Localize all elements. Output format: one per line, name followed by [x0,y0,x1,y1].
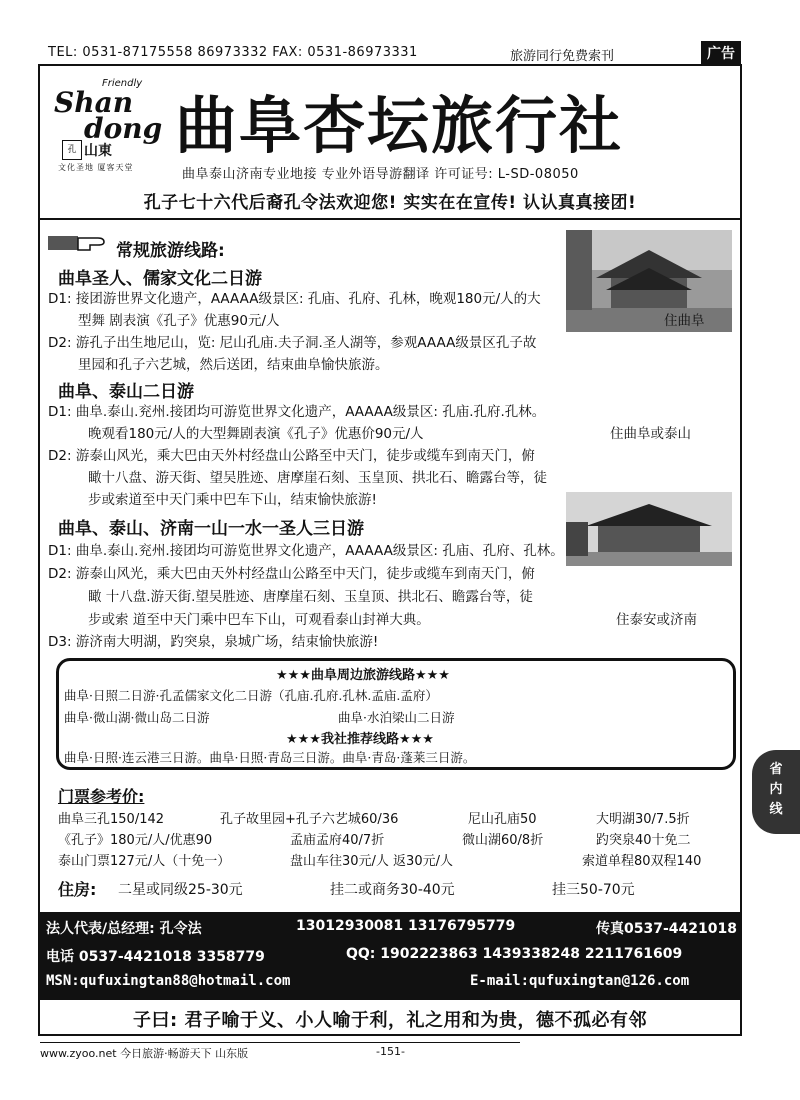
lodging-label: 住房: [58,880,97,899]
fax-number: 传真0537-4421018 [596,921,737,937]
hall-photo [566,492,732,566]
ticket-cell: 微山湖60/8折 [462,833,544,848]
tour-2-line-5: 瞰十八盘、游天街、望吴胜迹、唐摩崖石刻、玉皇顶、拱北石、瞻露台等，徒 [88,470,547,486]
tour-1-stay: 住曲阜 [664,313,705,329]
tour-1-line-4: D2: 游孔子出生地尼山，览: 尼山孔庙.夫子洞.圣人湖等，参观AAAA级景区孔子故 [48,335,537,351]
page-number: -151- [376,1045,405,1058]
contact-numbers: TEL: 0531-87175558 86973332 FAX: 0531-86973331 [48,45,418,60]
logo-seal-icon: 孔 [62,140,82,160]
confucius-quote: 子曰: 君子喻于义、小人喻于利，礼之用和为贵，德不孤必有邻 [133,1010,647,1031]
ticket-cell: 索道单程80双程140 [582,854,702,869]
top-contact-bar [40,44,740,66]
tour-2-line-6: 步或索道至中天门乘中巴车下山，结束愉快旅游! [88,492,377,508]
logo-shan: Shan [54,86,134,119]
footer-site: www.zyoo.net 今日旅游·畅游天下 山东版 [40,1047,249,1060]
tour-3-line-3: 瞰 十八盘.游天街.望吴胜迹、唐摩崖石刻、玉皇顶、拱北石、瞻露台等，徒 [88,589,533,605]
tickets-heading: 门票参考价: [58,787,145,806]
lodging-item: 挂二或商务30-40元 [330,882,455,898]
ticket-cell: 尼山孔庙50 [468,812,537,827]
tour-1-line-2: 型舞 剧表演《孔子》优惠90元/人 [78,313,280,329]
tour-2-line-2: 晚观看180元/人的大型舞剧表演《孔子》优惠价90元/人 [88,426,424,442]
recommended-line: 曲阜·日照·连云港三日游。曲阜·日照·青岛三日游。曲阜·青岛·蓬莱三日游。 [64,750,476,765]
tour-3-line-1: D1: 曲阜.泰山.兖州.接团均可游览世界文化遗产，AAAAA级景区: 孔庙、孔府、孔林。 [48,543,564,559]
tour-3-stay: 住泰安或济南 [616,612,697,628]
ticket-cell: 泰山门票127元/人（十免一） [58,854,231,869]
tour-3-line-6: D3: 游济南大明湖，趵突泉，泉城广场，结束愉快旅游! [48,634,379,650]
shandong-logo [54,78,164,172]
agency-subtitle: 曲阜泰山济南专业地接 专业外语导游翻译 许可证号: L-SD-08050 [182,167,579,182]
mobile-numbers: 13012930081 13176795779 [296,918,516,934]
pointing-hand-icon [48,232,108,254]
ticket-cell: 曲阜三孔150/142 [58,812,165,827]
tab-char-3: 线 [769,802,783,817]
ticket-cell: 《孔子》180元/人/优惠90 [58,833,213,848]
tour-3-title: 曲阜、泰山、济南一山一水一圣人三日游 [58,519,364,539]
logo-shandong: 山東 [84,143,112,159]
tour-2-title: 曲阜、泰山二日游 [58,382,194,402]
recommended-heading: ★★★我社推荐线路★★★ [286,732,434,747]
representative: 法人代表/总经理: 孔令法 [46,921,202,937]
ticket-cell: 趵突泉40十免二 [596,833,691,848]
tour-2-line-4: D2: 游泰山风光，乘大巴由天外村经盘山公路至中天门，徒步或缆车到南天门，俯 [48,448,535,464]
ticket-cell: 盘山车往30元/人 返30元/人 [290,854,453,869]
tour-1-line-1: D1: 接团游世界文化遗产，AAAAA级景区: 孔庙、孔府、孔林，晚观180元/人的大 [48,291,541,307]
logo-dong: dong [84,112,163,145]
province-tab [752,750,800,834]
logo-friendly: Friendly [102,78,143,89]
ad-badge: 广告 [701,41,741,65]
phone-numbers: 电话 0537-4421018 3358779 [46,949,265,965]
ticket-cell: 大明湖30/7.5折 [596,812,690,827]
tour-2-line-1: D1: 曲阜.泰山.兖州.接团均可游览世界文化遗产，AAAAA级景区: 孔庙.孔府.孔林。 [48,404,546,420]
agency-slogan: 孔子七十六代后裔孔令法欢迎您! 实实在在宣传! 认认真真接团! [143,193,637,213]
routes-heading: 常规旅游线路: [116,241,225,261]
surrounding-heading: ★★★曲阜周边旅游线路★★★ [276,668,450,683]
msn-account: MSN:qufuxingtan88@hotmail.com [46,973,291,989]
tour-1-title: 曲阜圣人、儒家文化二日游 [58,269,262,289]
ticket-cell: 孟庙孟府40/7折 [290,833,385,848]
qq-numbers: QQ: 1902223863 1439338248 2211761609 [346,946,683,962]
footer [40,1042,520,1061]
tab-char-2: 内 [769,782,783,797]
surrounding-line-2a: 曲阜·微山湖·微山岛二日游 [64,710,210,725]
lodging-item: 挂三50-70元 [552,882,635,898]
tour-3-line-4: 步或索 道至中天门乘中巴车下山，可观看泰山封禅大典。 [88,612,430,628]
email-address: E-mail:qufuxingtan@126.com [470,973,690,989]
tour-1-line-5: 里园和孔子六艺城，然后送团，结束曲阜愉快旅游。 [78,357,389,373]
tour-3-line-2: D2: 游泰山风光，乘大巴由天外村经盘山公路至中天门，徒步或缆车到南天门，俯 [48,566,535,582]
surrounding-line-2b: 曲阜·水泊梁山二日游 [338,710,455,725]
divider [40,218,740,220]
logo-tagline: 文化圣地 厦客天堂 [58,163,134,172]
temple-photo [566,230,732,332]
contact-box [40,912,740,1000]
tab-char-1: 省 [769,762,783,777]
lodging-item: 二星或同级25-30元 [118,882,243,898]
surrounding-line-1: 曲阜·日照二日游·孔孟儒家文化二日游（孔庙.孔府.孔林.孟庙.孟府） [64,688,438,703]
ticket-cell: 孔子故里园+孔子六艺城60/36 [220,812,399,827]
agency-title: 曲阜杏坛旅行社 [175,89,624,162]
magazine-note: 旅游同行免费索刊 [510,49,615,64]
tour-2-stay: 住曲阜或泰山 [610,426,691,442]
